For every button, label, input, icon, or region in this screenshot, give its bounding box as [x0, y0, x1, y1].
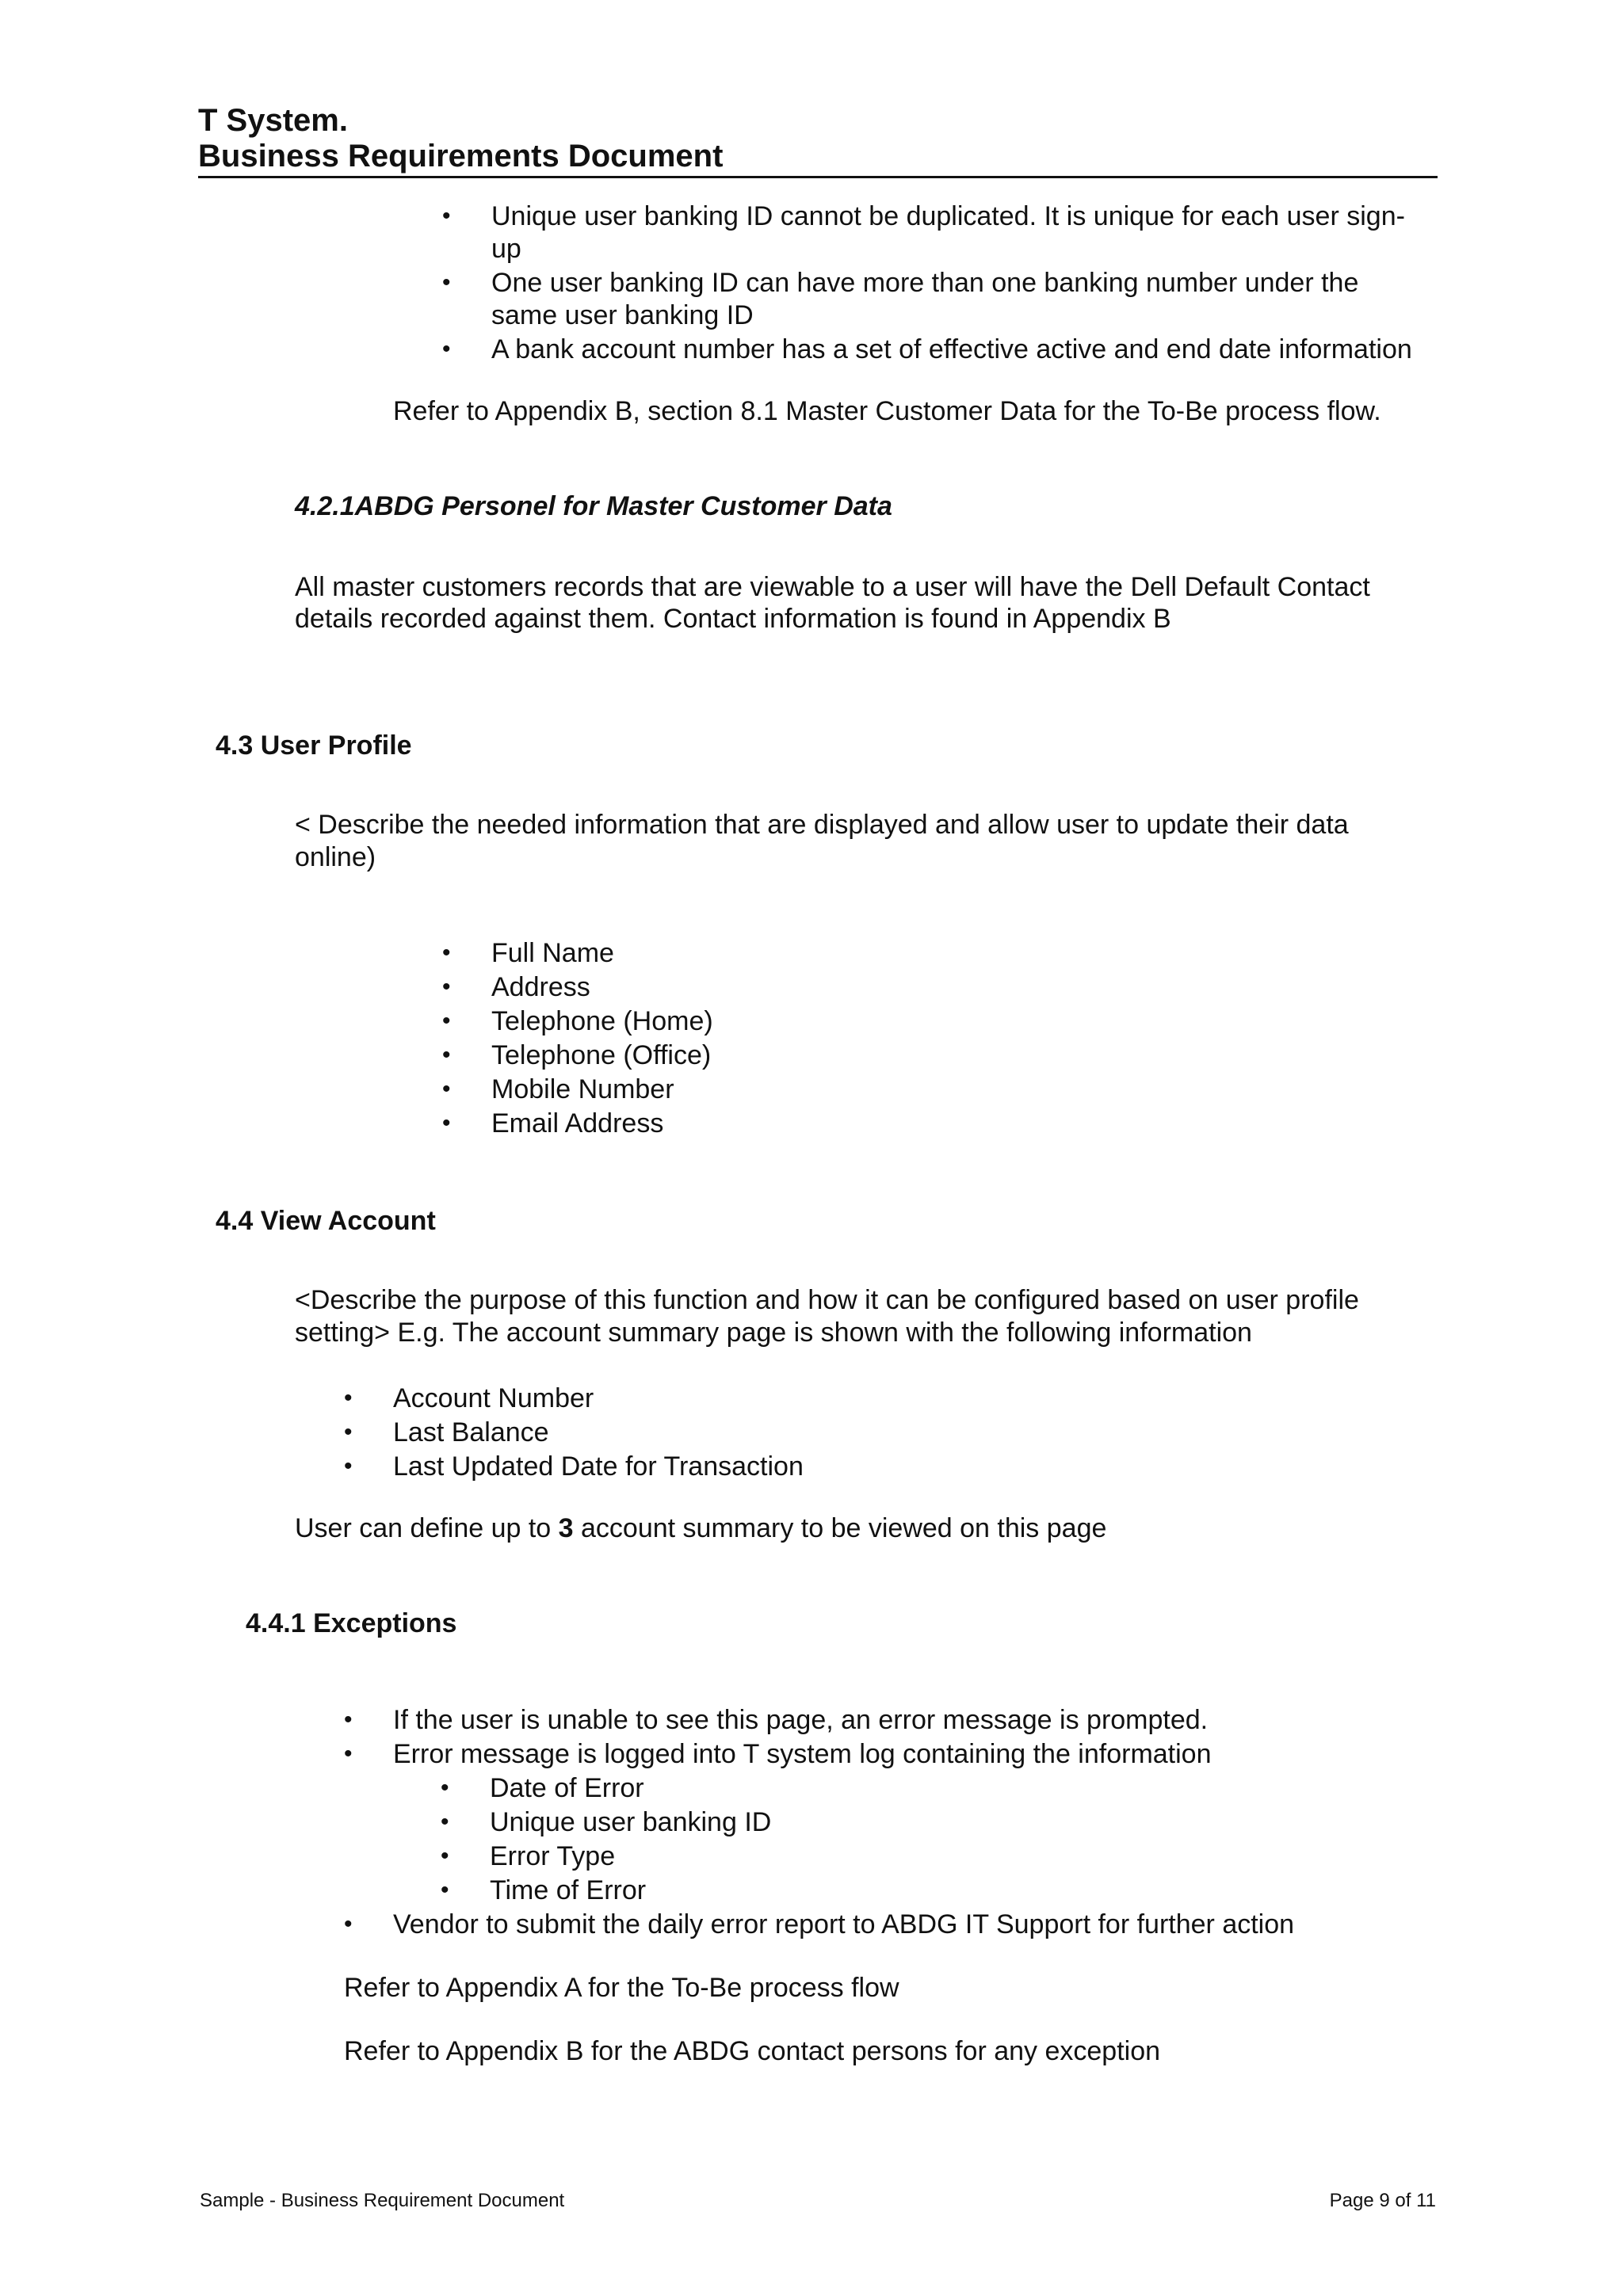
intro-bullet-2-line1: One user banking ID can have more than one banking number under the — [491, 268, 1359, 298]
define-suffix: account summary to be viewed on this page — [573, 1513, 1107, 1543]
bullet-marker: • — [442, 269, 451, 296]
profile-item: Mobile Number — [491, 1074, 674, 1104]
footer-page-number: Page 9 of 11 — [1329, 2190, 1436, 2211]
profile-item: Address — [491, 972, 590, 1002]
intro-bullet-1-line1: Unique user banking ID cannot be duplicated. It is unique for each user sign- — [491, 201, 1405, 231]
refer-appendix-a: Refer to Appendix A for the To-Be process flow — [344, 1973, 899, 2003]
bullet-marker: • — [441, 1775, 449, 1801]
exception-sub-item: Unique user banking ID — [490, 1807, 772, 1837]
exception-bullet-2: Error message is logged into T system log containing the information — [393, 1739, 1212, 1769]
account-summary-limit-text — [295, 1512, 1106, 1545]
section-4-4-1-heading: 4.4.1 Exceptions — [246, 1608, 457, 1638]
bullet-marker: • — [344, 1911, 353, 1937]
section-4-4-para-line1: <Describe the purpose of this function and how it can be configured based on user profile — [295, 1285, 1359, 1315]
intro-bullet-1-line2: up — [491, 234, 521, 264]
document-subtitle: Business Requirements Document — [198, 139, 724, 174]
bullet-marker: • — [442, 1076, 451, 1102]
bullet-marker: • — [442, 1110, 451, 1136]
define-prefix: User can define up to — [295, 1513, 559, 1543]
exception-sub-item: Date of Error — [490, 1773, 644, 1803]
bullet-marker: • — [441, 1809, 449, 1835]
document-title: T System. — [198, 103, 348, 138]
profile-item: Email Address — [491, 1108, 664, 1138]
account-item: Account Number — [393, 1383, 594, 1413]
header-divider — [198, 176, 1438, 178]
intro-bullet-3: A bank account number has a set of effective active and end date information — [491, 334, 1412, 364]
bullet-marker: • — [344, 1741, 353, 1767]
bullet-marker: • — [442, 1042, 451, 1068]
account-item: Last Updated Date for Transaction — [393, 1451, 804, 1482]
profile-item: Full Name — [491, 938, 614, 968]
refer-appendix-b-section-8-1: Refer to Appendix B, section 8.1 Master Customer Data for the To-Be process flow. — [393, 396, 1381, 426]
section-4-4-heading: 4.4 View Account — [216, 1206, 436, 1236]
section-4-2-1-para-line1: All master customers records that are viewable to a user will have the Dell Default Contact — [295, 572, 1370, 602]
account-item: Last Balance — [393, 1417, 549, 1447]
bullet-marker: • — [441, 1843, 449, 1869]
bullet-marker: • — [442, 336, 451, 362]
bullet-marker: • — [344, 1453, 353, 1479]
bullet-marker: • — [344, 1385, 353, 1411]
section-4-2-1-heading: 4.2.1ABDG Personel for Master Customer Data — [295, 491, 892, 521]
bullet-marker: • — [344, 1707, 353, 1733]
exception-bullet-1: If the user is unable to see this page, an error message is prompted. — [393, 1705, 1209, 1735]
intro-bullet-2-line2: same user banking ID — [491, 300, 754, 330]
section-4-3-para-line1: < Describe the needed information that are displayed and allow user to update their data — [295, 810, 1349, 840]
section-4-3-para-line2: online) — [295, 842, 376, 872]
bullet-marker: • — [442, 940, 451, 966]
profile-item: Telephone (Home) — [491, 1006, 713, 1036]
bullet-marker: • — [344, 1419, 353, 1445]
section-4-4-para-line2: setting> E.g. The account summary page is shown with the following information — [295, 1318, 1252, 1348]
exception-sub-item: Time of Error — [490, 1875, 647, 1905]
bullet-marker: • — [442, 1008, 451, 1034]
refer-appendix-b: Refer to Appendix B for the ABDG contact persons for any exception — [344, 2036, 1161, 2066]
exception-bullet-3: Vendor to submit the daily error report to ABDG IT Support for further action — [393, 1909, 1295, 1939]
footer-document-name: Sample - Business Requirement Document — [200, 2190, 565, 2211]
section-4-3-heading: 4.3 User Profile — [216, 730, 412, 761]
bullet-marker: • — [442, 974, 451, 1000]
bullet-marker: • — [442, 203, 451, 229]
bullet-marker: • — [441, 1877, 449, 1903]
define-count: 3 — [558, 1513, 574, 1543]
profile-item: Telephone (Office) — [491, 1040, 712, 1070]
section-4-2-1-para-line2: details recorded against them. Contact information is found in Appendix B — [295, 604, 1171, 634]
exception-sub-item: Error Type — [490, 1841, 616, 1871]
